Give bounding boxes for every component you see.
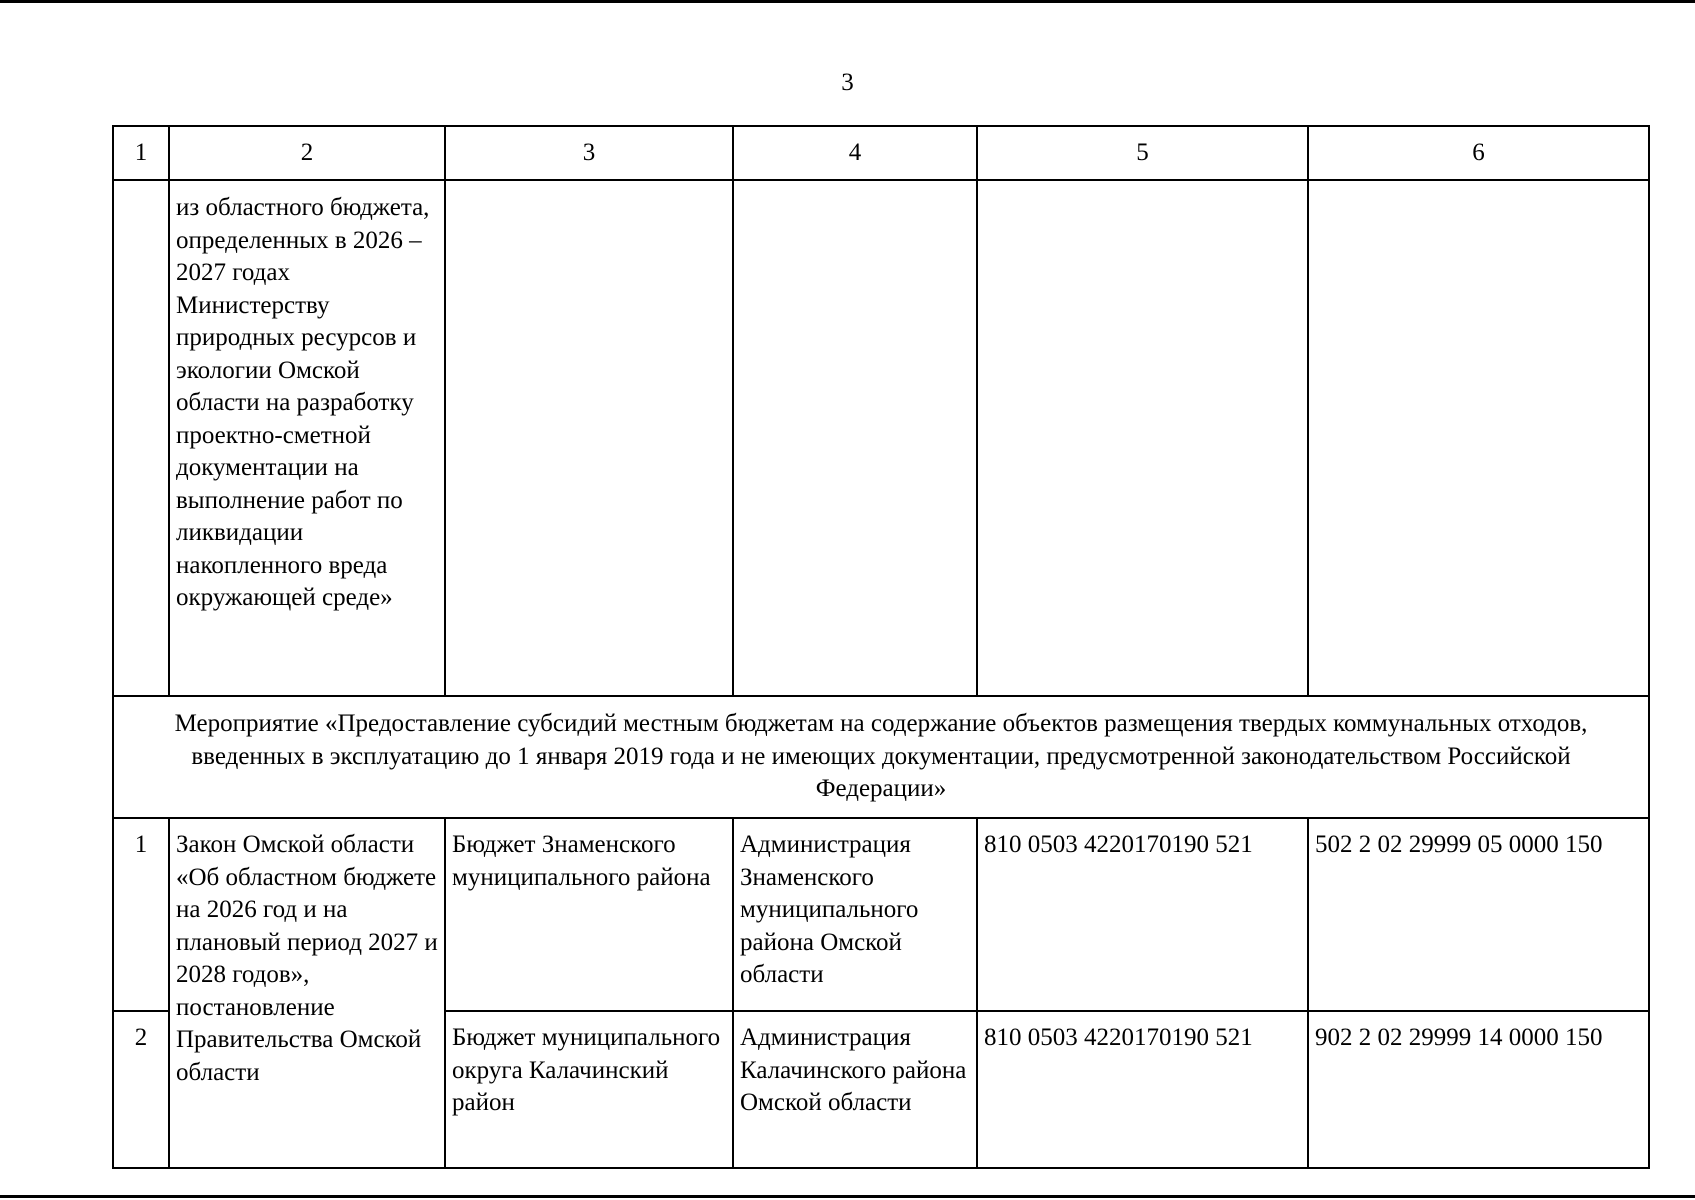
table-row [113,818,1649,1011]
continuation-empty-cell-5 [977,180,1308,696]
column-header-3: 3 [445,126,733,180]
column-header-4: 4 [733,126,977,180]
continuation-num-cell [113,180,169,696]
continuation-empty-cell-4 [733,180,977,696]
continuation-row [113,180,1649,696]
income-code-cell: 902 2 02 29999 14 0000 150 [1308,1011,1649,1168]
legal-basis-cell: Закон Омской области «Об областном бюджете на 2026 год и на плановый период 2027 и 2028 годов», постановление Правительства Омской области [169,818,445,1168]
column-number-row [113,126,1649,180]
expense-code-cell: 810 0503 4220170190 521 [977,1011,1308,1168]
expense-code-cell: 810 0503 4220170190 521 [977,818,1308,1011]
continuation-empty-cell-3 [445,180,733,696]
row-number-cell: 2 [113,1011,169,1168]
page-number: 3 [841,69,854,96]
administrator-cell: Администрация Знаменского муниципального района Омской области [733,818,977,1011]
income-code-cell: 502 2 02 29999 05 0000 150 [1308,818,1649,1011]
document-table [112,125,1650,1169]
budget-cell: Бюджет муниципального округа Калачинский район [445,1011,733,1168]
budget-cell: Бюджет Знаменского муниципального района [445,818,733,1011]
administrator-cell: Администрация Калачинского района Омской области [733,1011,977,1168]
row-number-cell: 1 [113,818,169,1011]
top-border-line [0,0,1695,3]
column-header-1: 1 [113,126,169,180]
column-header-5: 5 [977,126,1308,180]
column-header-6: 6 [1308,126,1649,180]
event-title-row [113,696,1649,818]
column-header-2: 2 [169,126,445,180]
event-title-cell: Мероприятие «Предоставление субсидий местным бюджетам на содержание объектов размещения твердых коммунальных отходов, введенных в эксплуатацию до 1 января 2019 года и не имеющих документации, предусмотренной законодательством Российской Федерации» [113,696,1649,818]
bottom-border-line [0,1195,1695,1198]
continuation-text-cell: из областного бюджета, определенных в 2026 – 2027 годах Министерству природных ресурсов и экологии Омской области на разработку проектно-сметной документации на выполнение работ по ликвидации накопленного вреда окружающей среде» [169,180,445,696]
continuation-empty-cell-6 [1308,180,1649,696]
